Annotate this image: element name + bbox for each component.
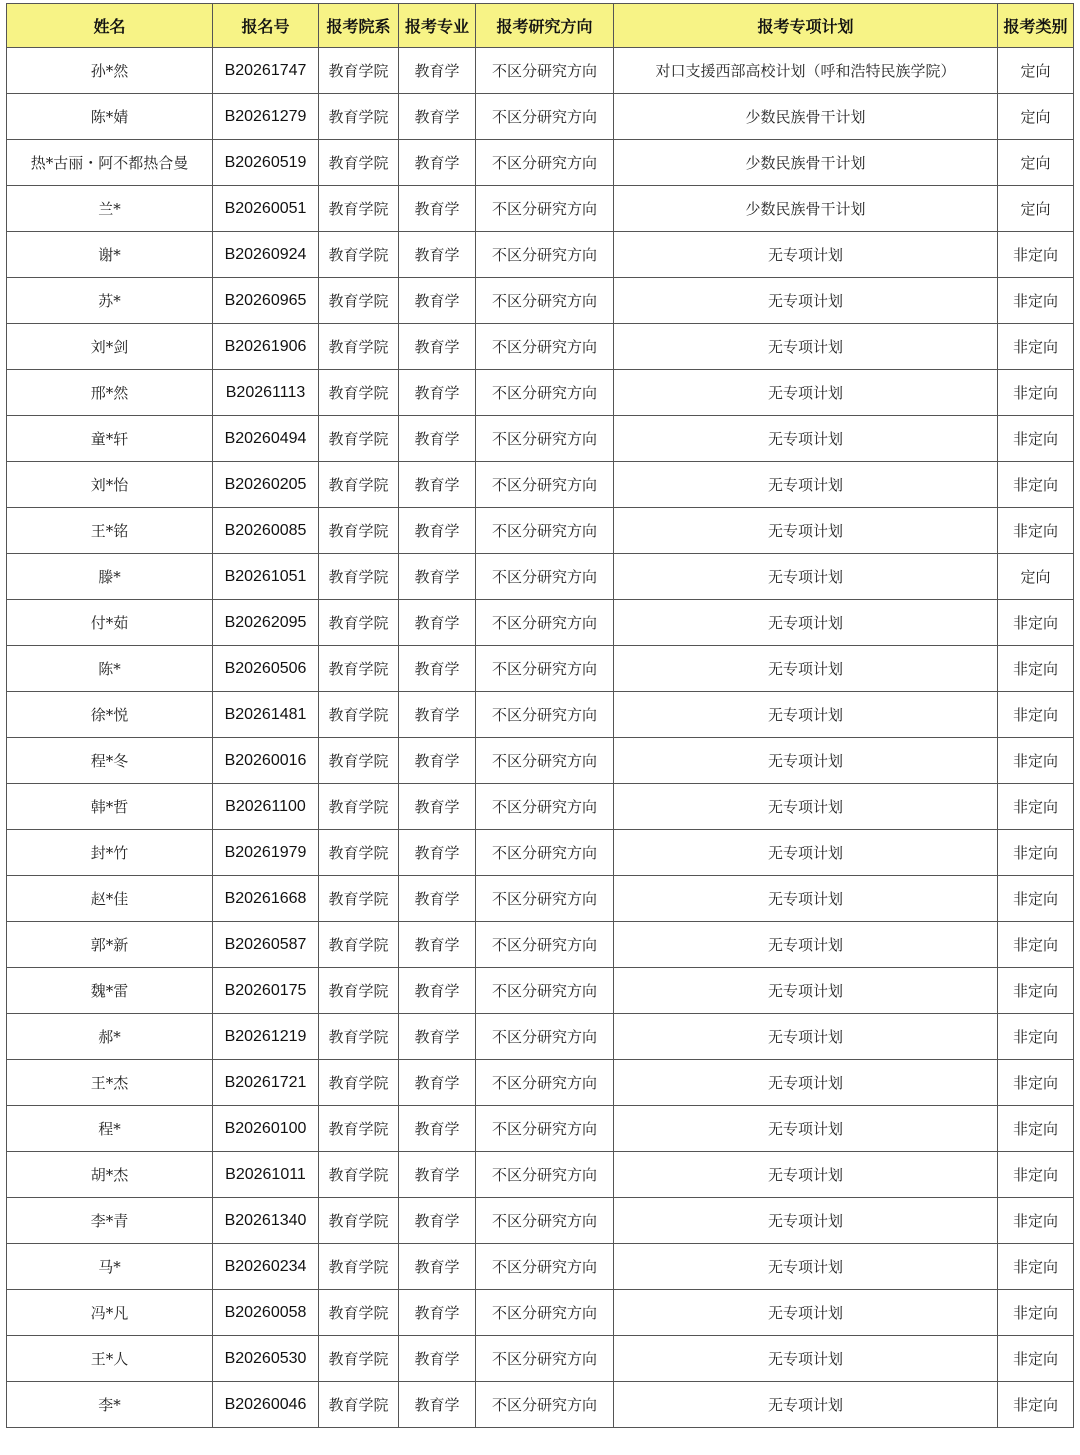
cell-special-plan: 无专项计划: [614, 370, 998, 416]
cell-special-plan: 无专项计划: [614, 876, 998, 922]
cell-department: 教育学院: [319, 646, 399, 692]
cell-name: 付*茹: [7, 600, 213, 646]
cell-research-direction: 不区分研究方向: [476, 922, 614, 968]
cell-registration-no: B20261279: [213, 94, 319, 140]
cell-research-direction: 不区分研究方向: [476, 370, 614, 416]
cell-major: 教育学: [399, 278, 476, 324]
cell-name: 李*: [7, 1382, 213, 1428]
cell-category: 非定向: [998, 416, 1074, 462]
cell-name: 赵*佳: [7, 876, 213, 922]
cell-registration-no: B20260530: [213, 1336, 319, 1382]
cell-special-plan: 对口支援西部高校计划（呼和浩特民族学院）: [614, 48, 998, 94]
cell-registration-no: B20261747: [213, 48, 319, 94]
cell-major: 教育学: [399, 830, 476, 876]
cell-major: 教育学: [399, 692, 476, 738]
cell-category: 非定向: [998, 232, 1074, 278]
cell-category: 非定向: [998, 600, 1074, 646]
cell-research-direction: 不区分研究方向: [476, 232, 614, 278]
table-row: [7, 232, 1074, 278]
cell-special-plan: 无专项计划: [614, 232, 998, 278]
cell-name: 刘*怡: [7, 462, 213, 508]
cell-name: 兰*: [7, 186, 213, 232]
cell-special-plan: 无专项计划: [614, 554, 998, 600]
cell-research-direction: 不区分研究方向: [476, 324, 614, 370]
cell-research-direction: 不区分研究方向: [476, 1198, 614, 1244]
admission-list-table: [6, 3, 1074, 1428]
cell-research-direction: 不区分研究方向: [476, 416, 614, 462]
cell-special-plan: 无专项计划: [614, 1152, 998, 1198]
cell-category: 定向: [998, 48, 1074, 94]
cell-department: 教育学院: [319, 922, 399, 968]
table-row: [7, 1290, 1074, 1336]
cell-major: 教育学: [399, 1382, 476, 1428]
cell-special-plan: 无专项计划: [614, 600, 998, 646]
cell-special-plan: 无专项计划: [614, 646, 998, 692]
cell-special-plan: 无专项计划: [614, 1290, 998, 1336]
table-row: [7, 508, 1074, 554]
header-registration-no: 报名号: [213, 4, 319, 48]
table-row: [7, 1382, 1074, 1428]
cell-department: 教育学院: [319, 140, 399, 186]
cell-registration-no: B20261979: [213, 830, 319, 876]
table-row: [7, 1060, 1074, 1106]
cell-special-plan: 无专项计划: [614, 738, 998, 784]
cell-name: 郝*: [7, 1014, 213, 1060]
cell-name: 程*: [7, 1106, 213, 1152]
cell-category: 非定向: [998, 968, 1074, 1014]
cell-category: 非定向: [998, 324, 1074, 370]
cell-department: 教育学院: [319, 1336, 399, 1382]
cell-department: 教育学院: [319, 554, 399, 600]
header-research-direction: 报考研究方向: [476, 4, 614, 48]
cell-category: 非定向: [998, 278, 1074, 324]
cell-major: 教育学: [399, 1014, 476, 1060]
table-row: [7, 278, 1074, 324]
cell-research-direction: 不区分研究方向: [476, 646, 614, 692]
cell-registration-no: B20261668: [213, 876, 319, 922]
cell-research-direction: 不区分研究方向: [476, 784, 614, 830]
cell-special-plan: 无专项计划: [614, 784, 998, 830]
cell-registration-no: B20260205: [213, 462, 319, 508]
cell-department: 教育学院: [319, 830, 399, 876]
cell-major: 教育学: [399, 1290, 476, 1336]
table-row: [7, 94, 1074, 140]
cell-major: 教育学: [399, 876, 476, 922]
cell-special-plan: 少数民族骨干计划: [614, 94, 998, 140]
table-row: [7, 140, 1074, 186]
cell-category: 非定向: [998, 370, 1074, 416]
cell-special-plan: 少数民族骨干计划: [614, 140, 998, 186]
cell-department: 教育学院: [319, 462, 399, 508]
cell-category: 非定向: [998, 922, 1074, 968]
cell-registration-no: B20260965: [213, 278, 319, 324]
table-row: [7, 416, 1074, 462]
cell-category: 定向: [998, 554, 1074, 600]
cell-category: 非定向: [998, 1198, 1074, 1244]
cell-major: 教育学: [399, 370, 476, 416]
cell-department: 教育学院: [319, 1152, 399, 1198]
table-row: [7, 1106, 1074, 1152]
cell-special-plan: 无专项计划: [614, 1060, 998, 1106]
cell-registration-no: B20261340: [213, 1198, 319, 1244]
cell-name: 王*人: [7, 1336, 213, 1382]
cell-category: 定向: [998, 94, 1074, 140]
cell-special-plan: 无专项计划: [614, 830, 998, 876]
header-name: 姓名: [7, 4, 213, 48]
cell-name: 谢*: [7, 232, 213, 278]
cell-major: 教育学: [399, 508, 476, 554]
cell-name: 程*冬: [7, 738, 213, 784]
header-special-plan: 报考专项计划: [614, 4, 998, 48]
cell-special-plan: 无专项计划: [614, 1014, 998, 1060]
cell-name: 孙*然: [7, 48, 213, 94]
header-category: 报考类别: [998, 4, 1074, 48]
cell-research-direction: 不区分研究方向: [476, 462, 614, 508]
cell-major: 教育学: [399, 1152, 476, 1198]
cell-special-plan: 无专项计划: [614, 1336, 998, 1382]
cell-name: 刘*剑: [7, 324, 213, 370]
cell-research-direction: 不区分研究方向: [476, 738, 614, 784]
cell-name: 李*青: [7, 1198, 213, 1244]
cell-registration-no: B20261481: [213, 692, 319, 738]
cell-research-direction: 不区分研究方向: [476, 692, 614, 738]
cell-category: 非定向: [998, 1152, 1074, 1198]
cell-special-plan: 无专项计划: [614, 692, 998, 738]
cell-major: 教育学: [399, 1244, 476, 1290]
cell-department: 教育学院: [319, 1106, 399, 1152]
cell-registration-no: B20260494: [213, 416, 319, 462]
cell-research-direction: 不区分研究方向: [476, 554, 614, 600]
cell-category: 非定向: [998, 1290, 1074, 1336]
cell-department: 教育学院: [319, 278, 399, 324]
cell-major: 教育学: [399, 600, 476, 646]
cell-special-plan: 少数民族骨干计划: [614, 186, 998, 232]
cell-category: 非定向: [998, 1060, 1074, 1106]
cell-major: 教育学: [399, 554, 476, 600]
cell-major: 教育学: [399, 140, 476, 186]
table-row: [7, 324, 1074, 370]
cell-research-direction: 不区分研究方向: [476, 1014, 614, 1060]
cell-special-plan: 无专项计划: [614, 1198, 998, 1244]
cell-category: 定向: [998, 140, 1074, 186]
cell-major: 教育学: [399, 324, 476, 370]
cell-name: 童*轩: [7, 416, 213, 462]
cell-registration-no: B20261721: [213, 1060, 319, 1106]
cell-name: 陈*婧: [7, 94, 213, 140]
cell-special-plan: 无专项计划: [614, 462, 998, 508]
cell-category: 非定向: [998, 1382, 1074, 1428]
cell-name: 热*古丽・阿不都热合曼: [7, 140, 213, 186]
cell-registration-no: B20260924: [213, 232, 319, 278]
cell-name: 韩*哲: [7, 784, 213, 830]
cell-department: 教育学院: [319, 968, 399, 1014]
cell-registration-no: B20260519: [213, 140, 319, 186]
cell-department: 教育学院: [319, 186, 399, 232]
cell-research-direction: 不区分研究方向: [476, 830, 614, 876]
table-row: [7, 462, 1074, 508]
cell-category: 非定向: [998, 738, 1074, 784]
header-row: [7, 4, 1074, 48]
cell-research-direction: 不区分研究方向: [476, 1382, 614, 1428]
cell-department: 教育学院: [319, 600, 399, 646]
cell-department: 教育学院: [319, 876, 399, 922]
cell-research-direction: 不区分研究方向: [476, 140, 614, 186]
cell-research-direction: 不区分研究方向: [476, 1152, 614, 1198]
cell-registration-no: B20260016: [213, 738, 319, 784]
table-row: [7, 738, 1074, 784]
cell-research-direction: 不区分研究方向: [476, 1244, 614, 1290]
cell-major: 教育学: [399, 462, 476, 508]
cell-department: 教育学院: [319, 232, 399, 278]
cell-department: 教育学院: [319, 94, 399, 140]
cell-registration-no: B20261051: [213, 554, 319, 600]
cell-research-direction: 不区分研究方向: [476, 1060, 614, 1106]
cell-name: 王*杰: [7, 1060, 213, 1106]
cell-research-direction: 不区分研究方向: [476, 508, 614, 554]
cell-name: 封*竹: [7, 830, 213, 876]
cell-research-direction: 不区分研究方向: [476, 600, 614, 646]
cell-special-plan: 无专项计划: [614, 1106, 998, 1152]
cell-department: 教育学院: [319, 1244, 399, 1290]
cell-registration-no: B20260587: [213, 922, 319, 968]
cell-category: 非定向: [998, 692, 1074, 738]
table-row: [7, 692, 1074, 738]
cell-major: 教育学: [399, 784, 476, 830]
cell-special-plan: 无专项计划: [614, 324, 998, 370]
cell-major: 教育学: [399, 1336, 476, 1382]
cell-major: 教育学: [399, 1060, 476, 1106]
cell-department: 教育学院: [319, 1382, 399, 1428]
cell-major: 教育学: [399, 646, 476, 692]
cell-registration-no: B20260051: [213, 186, 319, 232]
cell-category: 非定向: [998, 1106, 1074, 1152]
cell-research-direction: 不区分研究方向: [476, 186, 614, 232]
cell-special-plan: 无专项计划: [614, 1382, 998, 1428]
cell-department: 教育学院: [319, 738, 399, 784]
cell-name: 马*: [7, 1244, 213, 1290]
cell-research-direction: 不区分研究方向: [476, 1336, 614, 1382]
cell-research-direction: 不区分研究方向: [476, 1290, 614, 1336]
cell-name: 陈*: [7, 646, 213, 692]
table-row: [7, 48, 1074, 94]
cell-major: 教育学: [399, 922, 476, 968]
cell-major: 教育学: [399, 94, 476, 140]
table-row: [7, 830, 1074, 876]
table-row: [7, 646, 1074, 692]
cell-department: 教育学院: [319, 324, 399, 370]
cell-department: 教育学院: [319, 508, 399, 554]
cell-department: 教育学院: [319, 416, 399, 462]
cell-registration-no: B20261906: [213, 324, 319, 370]
cell-special-plan: 无专项计划: [614, 278, 998, 324]
table-row: [7, 186, 1074, 232]
cell-department: 教育学院: [319, 370, 399, 416]
cell-major: 教育学: [399, 1106, 476, 1152]
header-department: 报考院系: [319, 4, 399, 48]
cell-department: 教育学院: [319, 1198, 399, 1244]
cell-category: 非定向: [998, 876, 1074, 922]
cell-major: 教育学: [399, 186, 476, 232]
cell-category: 非定向: [998, 1336, 1074, 1382]
table-row: [7, 922, 1074, 968]
table-row: [7, 1152, 1074, 1198]
cell-name: 苏*: [7, 278, 213, 324]
cell-major: 教育学: [399, 48, 476, 94]
cell-department: 教育学院: [319, 1290, 399, 1336]
cell-category: 非定向: [998, 1014, 1074, 1060]
cell-registration-no: B20260234: [213, 1244, 319, 1290]
cell-category: 非定向: [998, 646, 1074, 692]
table-header: [7, 4, 1074, 48]
cell-registration-no: B20261100: [213, 784, 319, 830]
cell-registration-no: B20261011: [213, 1152, 319, 1198]
cell-name: 胡*杰: [7, 1152, 213, 1198]
cell-research-direction: 不区分研究方向: [476, 48, 614, 94]
cell-special-plan: 无专项计划: [614, 968, 998, 1014]
cell-name: 郭*新: [7, 922, 213, 968]
cell-special-plan: 无专项计划: [614, 922, 998, 968]
table-row: [7, 370, 1074, 416]
cell-research-direction: 不区分研究方向: [476, 968, 614, 1014]
cell-category: 非定向: [998, 784, 1074, 830]
cell-special-plan: 无专项计划: [614, 508, 998, 554]
cell-registration-no: B20262095: [213, 600, 319, 646]
cell-name: 王*铭: [7, 508, 213, 554]
cell-department: 教育学院: [319, 48, 399, 94]
table-row: [7, 600, 1074, 646]
table-row: [7, 784, 1074, 830]
cell-department: 教育学院: [319, 1060, 399, 1106]
cell-registration-no: B20260100: [213, 1106, 319, 1152]
cell-major: 教育学: [399, 416, 476, 462]
cell-major: 教育学: [399, 738, 476, 784]
cell-category: 非定向: [998, 1244, 1074, 1290]
cell-category: 非定向: [998, 462, 1074, 508]
header-major: 报考专业: [399, 4, 476, 48]
cell-name: 邢*然: [7, 370, 213, 416]
cell-name: 冯*凡: [7, 1290, 213, 1336]
table-row: [7, 968, 1074, 1014]
table-row: [7, 554, 1074, 600]
cell-registration-no: B20260046: [213, 1382, 319, 1428]
cell-registration-no: B20260506: [213, 646, 319, 692]
cell-major: 教育学: [399, 1198, 476, 1244]
cell-category: 非定向: [998, 508, 1074, 554]
cell-department: 教育学院: [319, 1014, 399, 1060]
table-row: [7, 1244, 1074, 1290]
cell-category: 定向: [998, 186, 1074, 232]
table-body: [7, 48, 1074, 1428]
cell-special-plan: 无专项计划: [614, 416, 998, 462]
cell-registration-no: B20260085: [213, 508, 319, 554]
cell-registration-no: B20260175: [213, 968, 319, 1014]
table-row: [7, 1014, 1074, 1060]
cell-name: 魏*雷: [7, 968, 213, 1014]
cell-registration-no: B20261113: [213, 370, 319, 416]
cell-research-direction: 不区分研究方向: [476, 1106, 614, 1152]
cell-category: 非定向: [998, 830, 1074, 876]
cell-registration-no: B20261219: [213, 1014, 319, 1060]
cell-major: 教育学: [399, 232, 476, 278]
cell-name: 滕*: [7, 554, 213, 600]
cell-name: 徐*悦: [7, 692, 213, 738]
table-row: [7, 876, 1074, 922]
cell-research-direction: 不区分研究方向: [476, 278, 614, 324]
cell-major: 教育学: [399, 968, 476, 1014]
cell-special-plan: 无专项计划: [614, 1244, 998, 1290]
table-row: [7, 1198, 1074, 1244]
cell-department: 教育学院: [319, 692, 399, 738]
cell-registration-no: B20260058: [213, 1290, 319, 1336]
cell-research-direction: 不区分研究方向: [476, 94, 614, 140]
table-row: [7, 1336, 1074, 1382]
cell-department: 教育学院: [319, 784, 399, 830]
cell-research-direction: 不区分研究方向: [476, 876, 614, 922]
